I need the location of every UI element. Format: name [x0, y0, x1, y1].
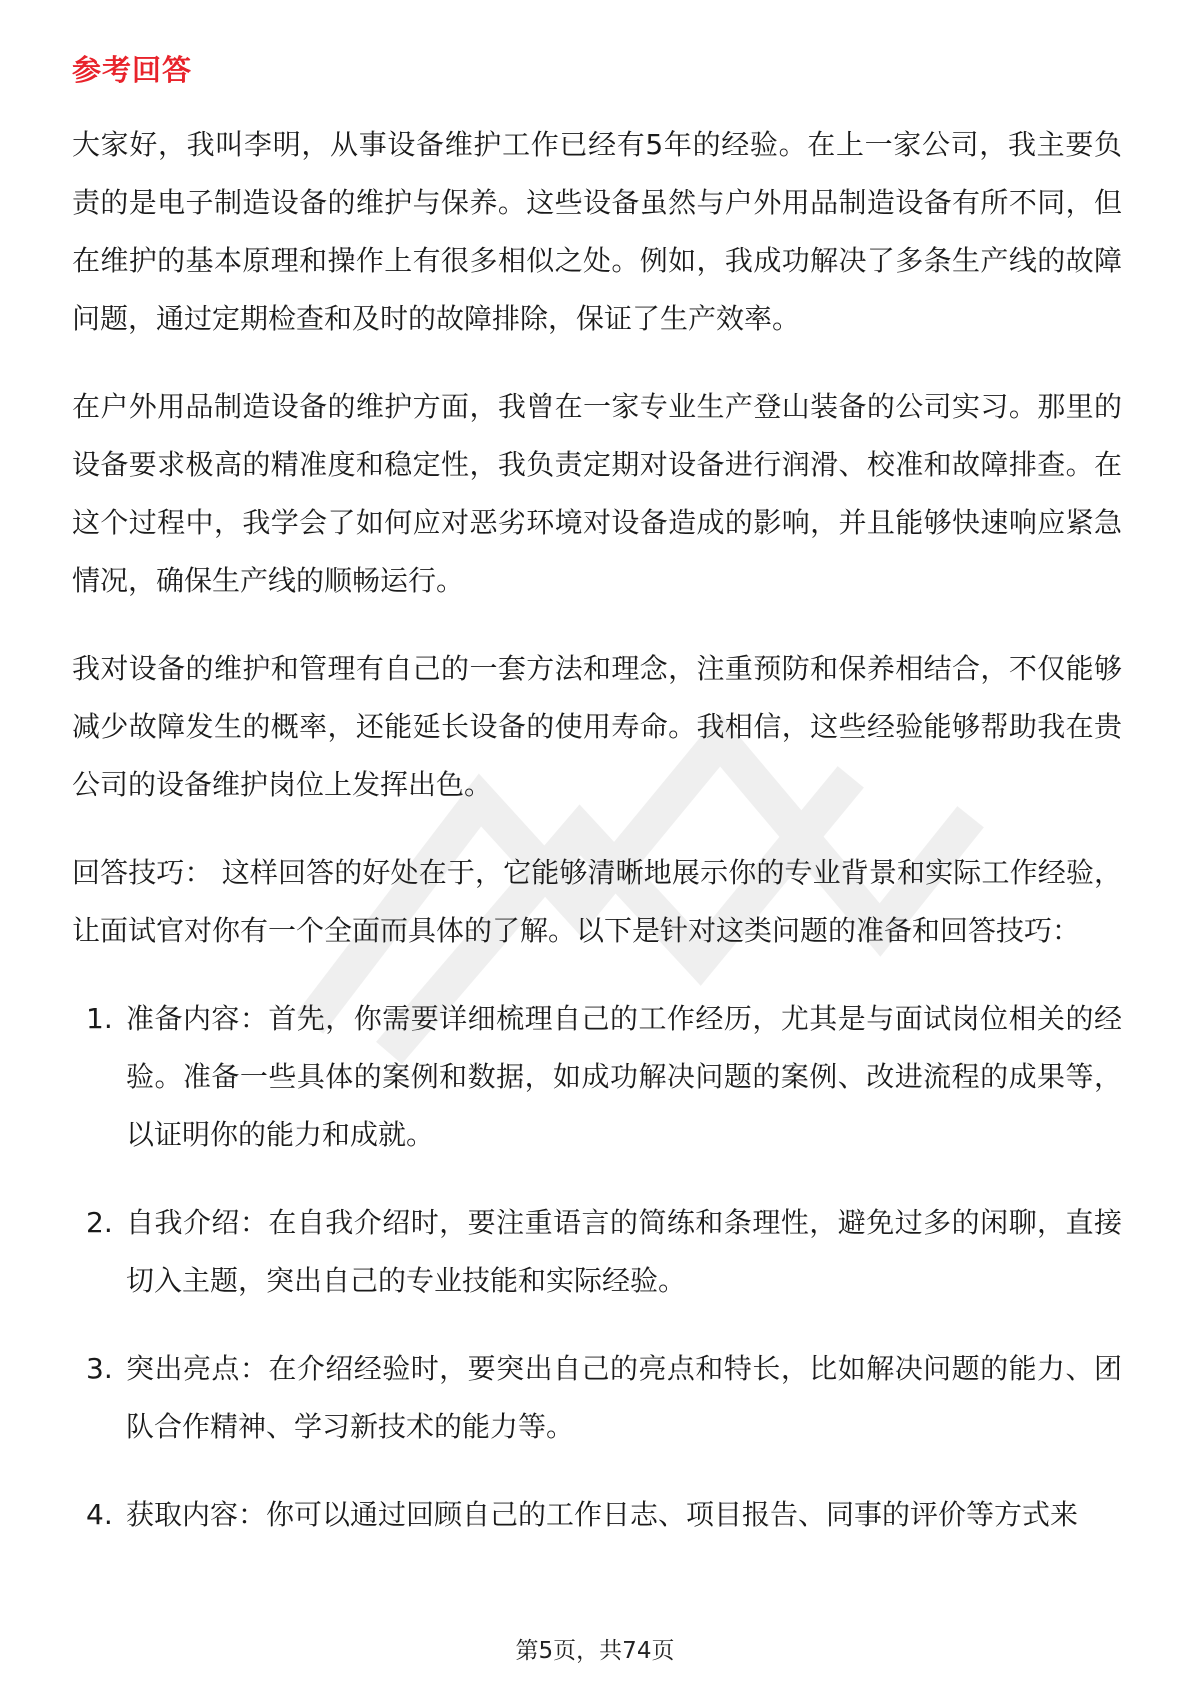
- list-item: [72, 1486, 1122, 1544]
- paragraph: 大家好，我叫李明，从事设备维护工作已经有5年的经验。在上一家公司，我主要负责的是电子制造设备的维护与保养。这些设备虽然与户外用品制造设备有所不同，但在维护的基本原理和操作上有很多相似之处。例如，我成功解决了多条生产线的故障问题，通过定期检查和及时的故障排除，保证了生产效率。: [72, 128, 1122, 335]
- section-heading: 参考回答: [72, 53, 193, 87]
- list-item: [72, 990, 1122, 1164]
- list-text: 准备内容：首先，你需要详细梳理自己的工作经历，尤其是与面试岗位相关的经验。准备一些具体的案例和数据，如成功解决问题的案例、改进流程的成果等，以证明你的能力和成就。: [126, 1002, 1122, 1151]
- tips-intro-paragraph: 回答技巧： 这样回答的好处在于，它能够清晰地展示你的专业背景和实际工作经验，让面试官对你有一个全面而具体的了解。以下是针对这类问题的准备和回答技巧：: [72, 856, 1122, 947]
- list-text: 突出亮点：在介绍经验时，要突出自己的亮点和特长，比如解决问题的能力、团队合作精神、学习新技术的能力等。: [126, 1352, 1122, 1443]
- list-number: 4.: [86, 1498, 113, 1531]
- page-number-footer: 第5页，共74页: [515, 1638, 675, 1664]
- list-number: 1.: [86, 1002, 113, 1035]
- tips-list: [72, 990, 1122, 1544]
- paragraph: 在户外用品制造设备的维护方面，我曾在一家专业生产登山装备的公司实习。那里的设备要求极高的精准度和稳定性，我负责定期对设备进行润滑、校准和故障排查。在这个过程中，我学会了如何应对恶劣环境对设备造成的影响，并且能够快速响应紧急情况，确保生产线的顺畅运行。: [72, 390, 1122, 597]
- document-body: [72, 116, 1122, 1574]
- list-number: 3.: [86, 1352, 113, 1385]
- list-item: [72, 1340, 1122, 1456]
- list-item: [72, 1194, 1122, 1310]
- paragraph: 我对设备的维护和管理有自己的一套方法和理念，注重预防和保养相结合，不仅能够减少故障发生的概率，还能延长设备的使用寿命。我相信，这些经验能够帮助我在贵公司的设备维护岗位上发挥出色。: [72, 652, 1122, 801]
- list-text: 自我介绍：在自我介绍时，要注重语言的简练和条理性，避免过多的闲聊，直接切入主题，突出自己的专业技能和实际经验。: [126, 1206, 1122, 1297]
- list-text: 获取内容：你可以通过回顾自己的工作日志、项目报告、同事的评价等方式来: [126, 1498, 1079, 1531]
- list-number: 2.: [86, 1206, 113, 1239]
